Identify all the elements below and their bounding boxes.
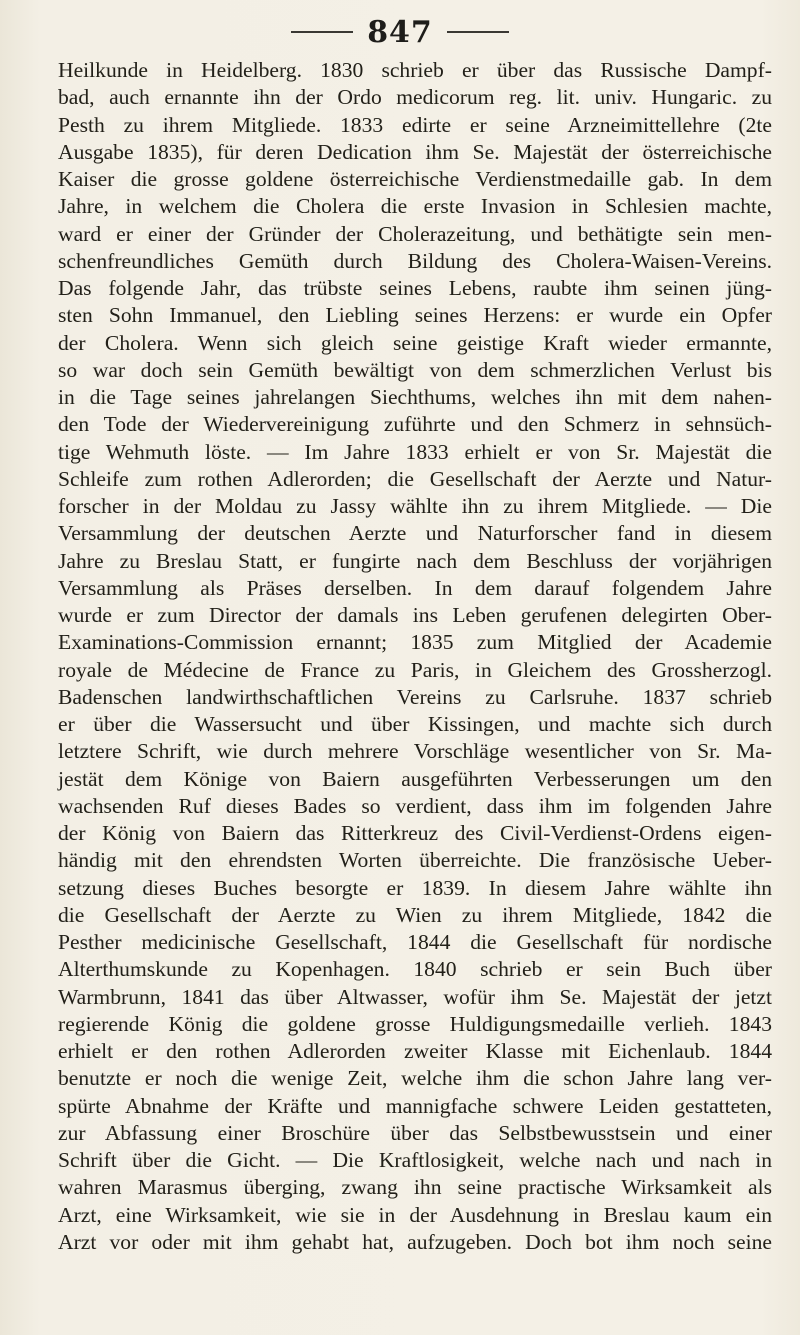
text-line: den Tode der Wiedervereinigung zuführte und den Schmerz in sehnsüch- [58, 412, 772, 437]
text-line: Schleife zum rothen Adlerorden; die Gesellschaft der Aerzte und Natur- [58, 466, 772, 491]
text-line: Pesth zu ihrem Mitgliede. 1833 edirte er seine Arzneimittellehre (2te [58, 112, 772, 137]
text-line: schenfreundliches Gemüth durch Bildung des Cholera-Waisen-Vereins. [58, 248, 772, 273]
text-line: Warmbrunn, 1841 das über Altwasser, wofür ihm Se. Majestät der jetzt [58, 984, 772, 1009]
text-line: Ausgabe 1835), für deren Dedication ihm Se. Majestät der österreichische [58, 139, 772, 164]
text-line: ward er einer der Gründer der Cholerazeitung, und bethätigte sein men- [58, 221, 772, 246]
text-line: Heilkunde in Heidelberg. 1830 schrieb er über das Russische Dampf- [58, 58, 772, 82]
text-line: er über die Wassersucht und über Kissingen, und machte sich durch [58, 712, 772, 736]
text-line: so war doch sein Gemüth bewältigt von dem schmerzlichen Verlust bis [58, 357, 772, 382]
text-line: erhielt er den rothen Adlerorden zweiter Klasse mit Eichenlaub. 1844 [58, 1039, 772, 1063]
text-line: Das folgende Jahr, das trübste seines Lebens, raubte ihm seinen jüng- [58, 276, 772, 300]
text-line: der Cholera. Wenn sich gleich seine geistige Kraft wieder ermannte, [58, 330, 772, 355]
text-line: wachsenden Ruf dieses Bades so verdient, dass ihm im folgenden Jahre [58, 793, 772, 818]
text-line: forscher in der Moldau zu Jassy wählte ihn zu ihrem Mitgliede. — Die [58, 494, 772, 518]
text-line: zur Abfassung einer Broschüre über das Selbstbewusstsein und einer [58, 1120, 772, 1145]
text-line: Badenschen landwirthschaftlichen Vereins zu Carlsruhe. 1837 schrieb [58, 684, 772, 709]
text-line: Alterthumskunde zu Kopenhagen. 1840 schrieb er sein Buch über [58, 957, 772, 982]
text-line: händig mit den ehrendsten Worten überreichte. Die französische Ueber- [58, 848, 772, 873]
left-rule [291, 31, 353, 33]
right-rule [447, 31, 509, 33]
text-line: Kaiser die grosse goldene österreichische Verdienstmedaille gab. In dem [58, 167, 772, 191]
text-line: wurde er zum Director der damals ins Leben gerufenen delegirten Ober- [58, 603, 772, 627]
text-line: Jahre, in welchem die Cholera die erste Invasion in Schlesien machte, [58, 194, 772, 219]
text-line: Arzt vor oder mit ihm gehabt hat, aufzugeben. Doch bot ihm noch seine [58, 1229, 772, 1254]
text-line: tige Wehmuth löste. — Im Jahre 1833 erhielt er von Sr. Majestät die [58, 439, 772, 464]
text-line: Pesther medicinische Gesellschaft, 1844 die Gesellschaft für nordische [58, 930, 772, 954]
text-line: sten Sohn Immanuel, den Liebling seines Herzens: er wurde ein Opfer [58, 303, 772, 328]
text-line: Versammlung der deutschen Aerzte und Naturforscher fand in diesem [58, 521, 772, 546]
text-line: royale de Médecine de France zu Paris, in Gleichem des Grossherzogl. [58, 657, 772, 682]
text-line: der König von Baiern das Ritterkreuz des Civil-Verdienst-Ordens eigen- [58, 821, 772, 845]
text-line: jestät dem Könige von Baiern ausgeführten Verbesserungen um den [58, 766, 772, 791]
page-header [0, 12, 800, 52]
text-line: benutzte er noch die wenige Zeit, welche ihm die schon Jahre lang ver- [58, 1066, 772, 1091]
text-line: Arzt, eine Wirksamkeit, wie sie in der Ausdehnung in Breslau kaum ein [58, 1202, 772, 1227]
text-line: Schrift über die Gicht. — Die Kraftlosigkeit, welche nach und nach in [58, 1148, 772, 1172]
page-number: 847 [367, 14, 433, 50]
text-line: Jahre zu Breslau Statt, er fungirte nach dem Beschluss der vorjährigen [58, 548, 772, 573]
text-line: setzung dieses Buches besorgte er 1839. In diesem Jahre wählte ihn [58, 875, 772, 900]
text-line: spürte Abnahme der Kräfte und mannigfache schwere Leiden gestatteten, [58, 1093, 772, 1118]
text-line: Examinations-Commission ernannt; 1835 zum Mitglied der Academie [58, 630, 772, 655]
text-line: bad, auch ernannte ihn der Ordo medicorum reg. lit. univ. Hungaric. zu [58, 85, 772, 110]
text-line: in die Tage seines jahrelangen Siechthums, welches ihn mit dem nahen- [58, 385, 772, 409]
text-line: wahren Marasmus überging, zwang ihn seine practische Wirksamkeit als [58, 1175, 772, 1200]
text-line: die Gesellschaft der Aerzte zu Wien zu ihrem Mitgliede, 1842 die [58, 902, 772, 927]
text-line: Versammlung als Präses derselben. In dem darauf folgendem Jahre [58, 575, 772, 600]
text-line: letztere Schrift, wie durch mehrere Vorschläge wesentlicher von Sr. Ma- [58, 739, 772, 764]
body-text [58, 57, 772, 1256]
text-line: regierende König die goldene grosse Huldigungsmedaille verlieh. 1843 [58, 1011, 772, 1036]
